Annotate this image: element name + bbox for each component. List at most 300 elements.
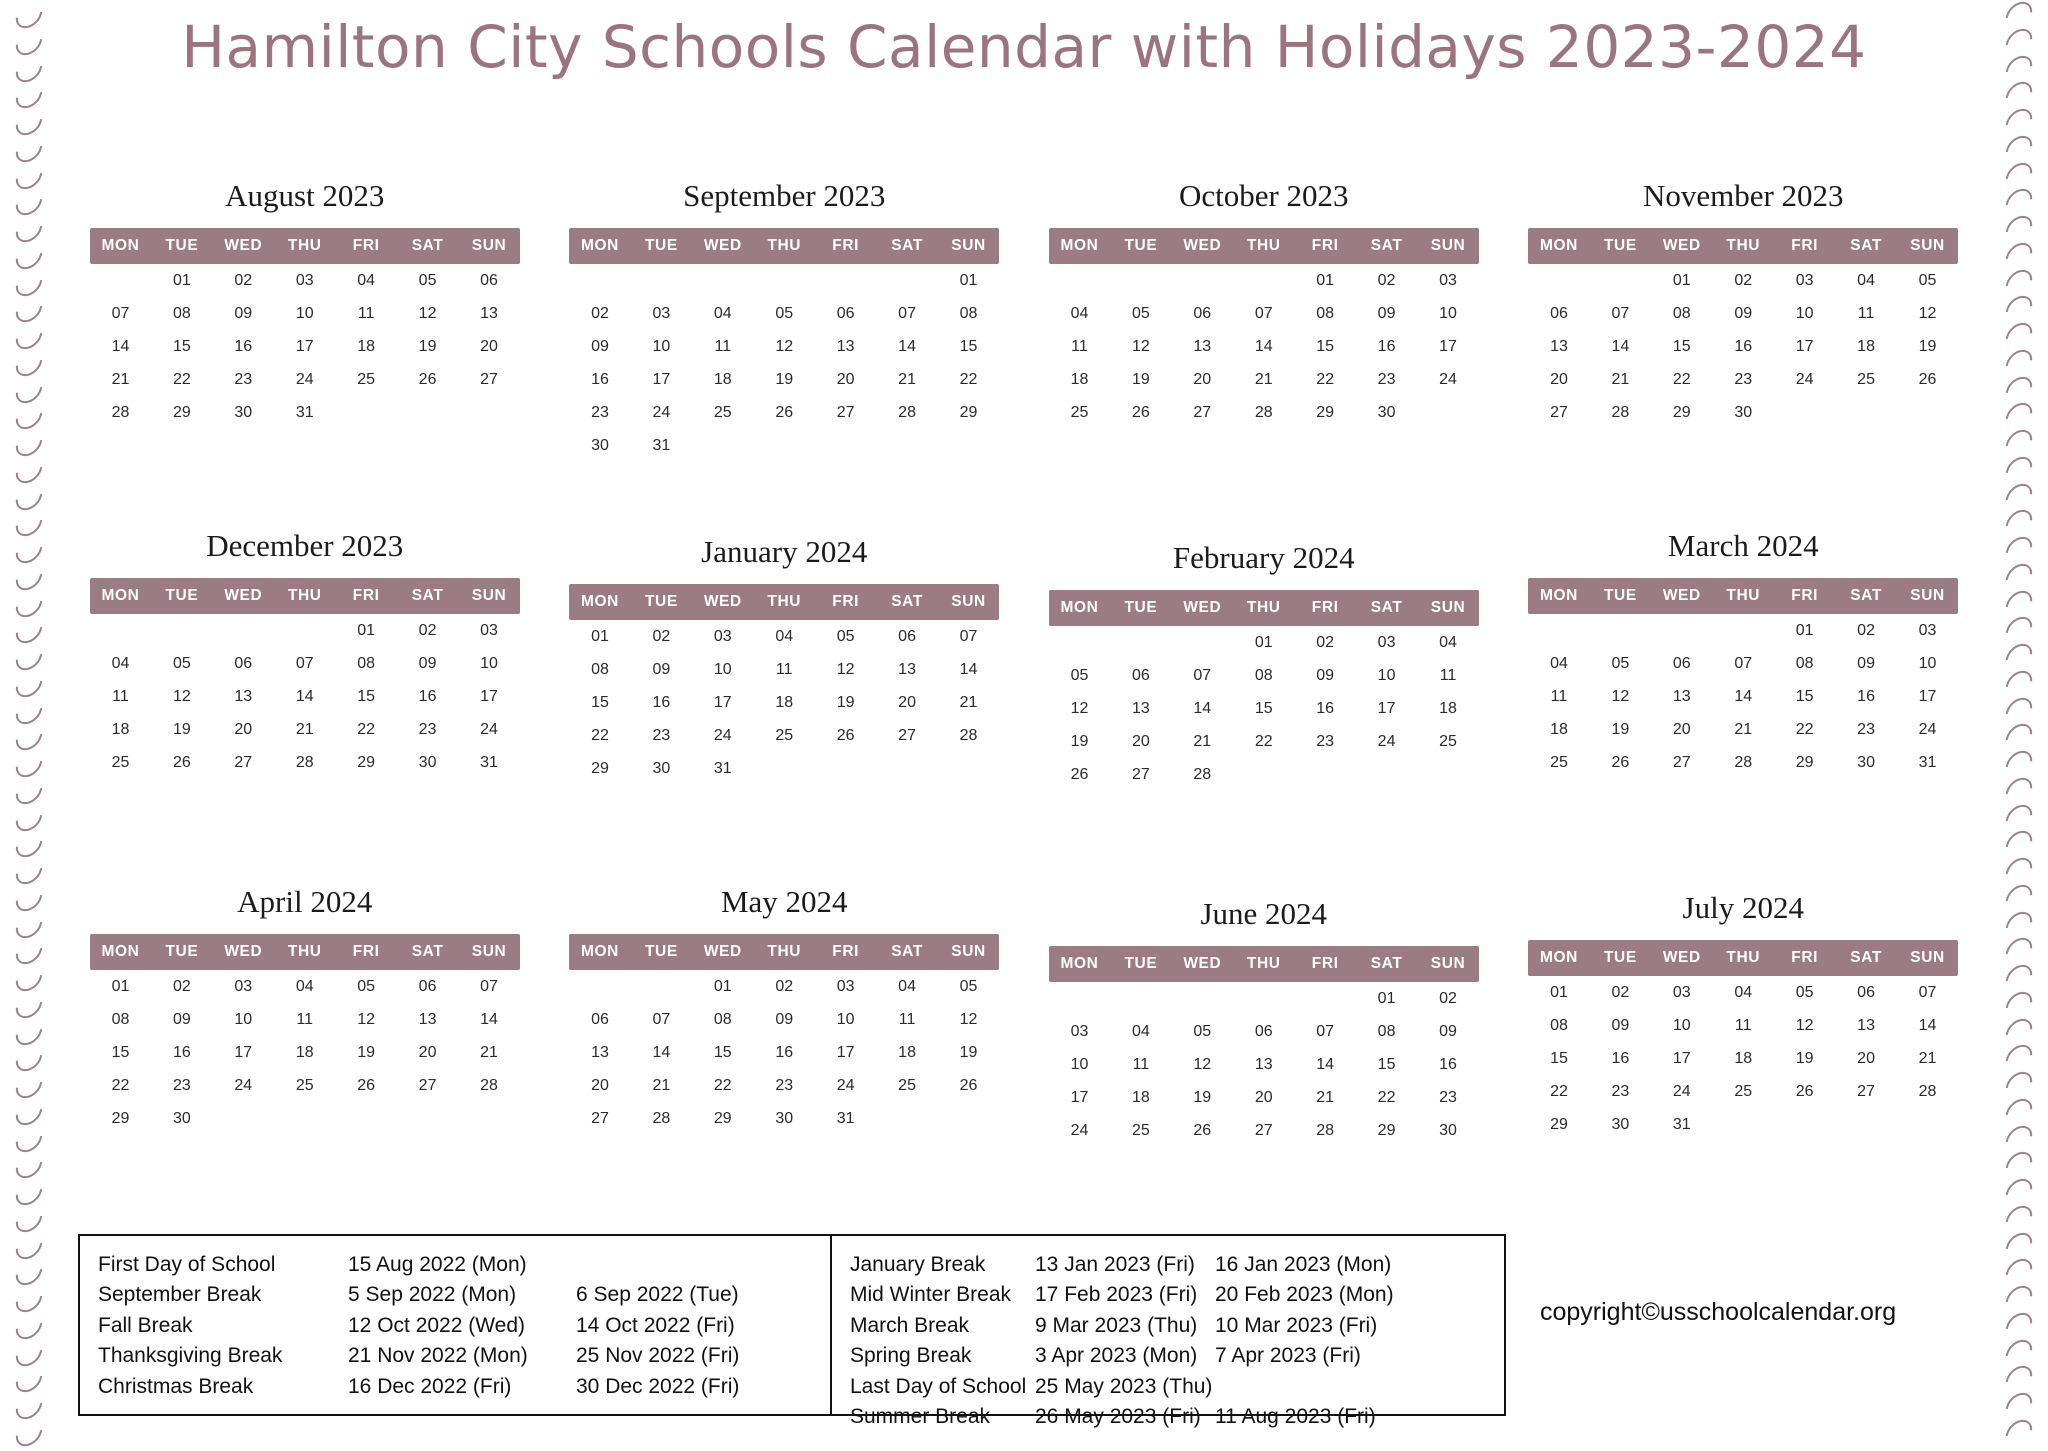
day-cell: 23 [1734, 370, 1753, 388]
day-cell: 02 [775, 977, 794, 995]
week-row [1049, 626, 1479, 659]
day-cell: 08 [357, 654, 376, 672]
weekday-header: THU [274, 578, 335, 614]
empty-cell [1233, 264, 1294, 297]
day-cell: 18 [295, 1043, 314, 1061]
day-cell: 12 [1193, 1055, 1212, 1073]
day-cell: 28 [1734, 753, 1753, 771]
day-cell: 03 [1672, 983, 1691, 1001]
day-cell: 18 [1131, 1088, 1150, 1106]
day-cell: 03 [480, 621, 498, 639]
empty-cell [815, 752, 876, 785]
month-title: April 2024 [237, 884, 373, 919]
empty-cell [213, 1102, 274, 1135]
week-row [90, 713, 520, 746]
weekday-header: TUE [631, 934, 692, 970]
scallop-dot [2001, 451, 2038, 488]
empty-cell [876, 429, 937, 462]
weekday-header: MON [569, 228, 630, 264]
day-cell: 04 [357, 271, 376, 289]
day-cell: 03 [713, 627, 732, 645]
week-row [1528, 363, 1958, 396]
day-cell: 31 [836, 1109, 855, 1127]
day-cell: 07 [652, 1010, 671, 1028]
day-cell: 18 [898, 1043, 916, 1061]
week-row [90, 1102, 520, 1135]
day-cell: 02 [652, 627, 671, 645]
day-cell: 25 [1550, 753, 1568, 771]
day-cell: 10 [234, 1010, 253, 1028]
week-row [1049, 982, 1479, 1015]
legend-start-date: 5 Sep 2022 (Mon) [348, 1283, 517, 1307]
empty-cell [815, 429, 876, 462]
weekday-header: SUN [458, 934, 519, 970]
day-cell: 01 [591, 627, 609, 645]
legend-label: March Break [850, 1313, 970, 1337]
legend-start-date: 25 May 2023 (Thu) [1035, 1374, 1213, 1398]
weekday-header: FRI [335, 934, 396, 970]
day-cell: 09 [775, 1010, 794, 1028]
weekday-header: FRI [1294, 590, 1355, 626]
day-cell: 24 [1918, 720, 1937, 738]
empty-cell [876, 1102, 937, 1135]
day-cell: 05 [1193, 1022, 1212, 1040]
day-cell: 11 [357, 304, 375, 322]
weekday-header: THU [274, 934, 335, 970]
empty-cell [754, 752, 815, 785]
weekday-header-row [1528, 228, 1958, 264]
week-row [1049, 1015, 1479, 1048]
day-cell: 10 [652, 337, 671, 355]
day-cell: 14 [1254, 337, 1273, 355]
day-cell: 22 [172, 370, 191, 388]
empty-cell [1417, 396, 1478, 429]
week-row [1049, 396, 1479, 429]
day-cell: 26 [836, 726, 855, 744]
empty-cell [1897, 1108, 1958, 1141]
scallop-dot [11, 1093, 48, 1130]
weekday-header: WED [1651, 578, 1712, 614]
day-cell: 14 [898, 337, 916, 355]
day-cell: 29 [1377, 1121, 1396, 1139]
day-cell: 11 [1439, 666, 1457, 684]
day-cell: 07 [1734, 654, 1753, 672]
empty-cell [631, 970, 692, 1003]
day-cell: 15 [1377, 1055, 1396, 1073]
day-cell: 05 [1131, 304, 1150, 322]
legend-label: January Break [850, 1253, 986, 1276]
scallop-dot [11, 558, 48, 595]
day-cell: 16 [1857, 687, 1875, 705]
day-cell: 09 [652, 660, 671, 678]
scallop-dot [11, 1307, 48, 1344]
day-cell: 30 [172, 1109, 191, 1127]
day-cell: 16 [1377, 337, 1396, 355]
day-cell: 02 [418, 621, 437, 639]
day-cell: 19 [357, 1043, 376, 1061]
day-cell: 17 [1918, 687, 1937, 705]
day-cell: 10 [713, 660, 732, 678]
week-row [569, 1102, 999, 1135]
day-cell: 26 [1918, 370, 1937, 388]
week-row [1049, 692, 1479, 725]
day-cell: 26 [1131, 403, 1150, 421]
day-cell: 31 [1672, 1115, 1691, 1133]
empty-cell [1049, 982, 1110, 1015]
week-row [90, 363, 520, 396]
day-cell: 16 [652, 693, 671, 711]
day-cell: 13 [898, 660, 916, 678]
week-row [90, 264, 520, 297]
day-cell: 21 [959, 693, 978, 711]
month-table [1049, 228, 1479, 429]
weekday-header: WED [692, 584, 753, 620]
day-cell: 24 [480, 720, 498, 738]
day-cell: 13 [836, 337, 855, 355]
day-cell: 25 [295, 1076, 314, 1094]
day-cell: 15 [1254, 699, 1273, 717]
day-cell: 29 [1795, 753, 1814, 771]
week-row [1528, 297, 1958, 330]
day-cell: 30 [775, 1109, 794, 1127]
day-cell: 28 [1193, 765, 1212, 783]
empty-cell [1835, 396, 1896, 429]
day-cell: 03 [652, 304, 671, 322]
day-cell: 12 [357, 1010, 376, 1028]
weekday-header: WED [1172, 228, 1233, 264]
day-cell: 24 [1377, 732, 1396, 750]
weekday-header: TUE [631, 228, 692, 264]
month-title: August 2023 [225, 178, 385, 213]
day-cell: 30 [418, 753, 437, 771]
day-cell: 10 [1439, 304, 1457, 322]
day-cell: 15 [959, 337, 978, 355]
months-grid [70, 178, 1978, 1228]
week-row [1528, 1108, 1958, 1141]
scallop-dot [11, 451, 48, 488]
scallop-dot [11, 665, 48, 702]
day-cell: 21 [1918, 1049, 1937, 1067]
day-cell: 29 [1316, 403, 1335, 421]
day-cell: 11 [775, 660, 793, 678]
day-cell: 26 [1193, 1121, 1212, 1139]
day-cell: 30 [652, 759, 671, 777]
empty-cell [335, 1102, 396, 1135]
day-cell: 30 [234, 403, 253, 421]
week-row [1528, 614, 1958, 647]
empty-cell [1590, 614, 1651, 647]
day-cell: 23 [591, 403, 609, 421]
day-cell: 12 [1795, 1016, 1814, 1034]
month-table [90, 934, 520, 1135]
empty-cell [876, 752, 937, 785]
day-cell: 18 [1857, 337, 1875, 355]
day-cell: 25 [111, 753, 130, 771]
week-row [90, 1036, 520, 1069]
decorative-right-border [1996, 0, 2042, 1448]
day-cell: 13 [480, 304, 498, 322]
day-cell: 09 [1857, 654, 1875, 672]
week-row [569, 1069, 999, 1102]
day-cell: 28 [1316, 1121, 1335, 1139]
day-cell: 22 [1316, 370, 1335, 388]
legend-label: Spring Break [850, 1344, 972, 1368]
weekday-header: FRI [1774, 578, 1835, 614]
scallop-dot [2001, 1414, 2038, 1451]
day-cell: 12 [418, 304, 437, 322]
day-cell: 06 [1254, 1022, 1273, 1040]
day-cell: 06 [480, 271, 498, 289]
day-cell: 19 [1918, 337, 1937, 355]
day-cell: 27 [1193, 403, 1212, 421]
day-cell: 10 [1377, 666, 1396, 684]
day-cell: 24 [1795, 370, 1814, 388]
legend-end-date: 10 Mar 2023 (Fri) [1215, 1313, 1378, 1337]
day-cell: 27 [418, 1076, 437, 1094]
day-cell: 07 [1918, 983, 1937, 1001]
day-cell: 28 [959, 726, 978, 744]
day-cell: 01 [357, 621, 376, 639]
weekday-header: THU [1713, 228, 1774, 264]
weekday-header: SUN [1897, 940, 1958, 976]
empty-cell [1294, 982, 1355, 1015]
day-cell: 22 [357, 720, 376, 738]
day-cell: 11 [1857, 304, 1875, 322]
day-cell: 10 [1795, 304, 1814, 322]
day-cell: 25 [713, 403, 732, 421]
weekday-header-row [90, 228, 520, 264]
empty-cell [815, 264, 876, 297]
day-cell: 02 [1377, 271, 1396, 289]
day-cell: 27 [1550, 403, 1568, 421]
day-cell: 07 [295, 654, 314, 672]
weekday-header: MON [569, 934, 630, 970]
legend-end-date: 30 Dec 2022 (Fri) [576, 1374, 740, 1398]
empty-cell [1528, 614, 1589, 647]
day-cell: 21 [1316, 1088, 1335, 1106]
day-cell: 05 [418, 271, 437, 289]
week-row [1528, 976, 1958, 1009]
day-cell: 05 [1070, 666, 1089, 684]
day-cell: 30 [1611, 1115, 1630, 1133]
day-cell: 25 [1857, 370, 1875, 388]
day-cell: 18 [111, 720, 130, 738]
month-title: July 2024 [1682, 890, 1804, 925]
day-cell: 08 [959, 304, 978, 322]
legend-start-date: 9 Mar 2023 (Thu) [1035, 1313, 1198, 1337]
empty-cell [754, 264, 815, 297]
day-cell: 30 [591, 436, 609, 454]
day-cell: 27 [1254, 1121, 1273, 1139]
day-cell: 05 [172, 654, 191, 672]
decorative-left-border [6, 0, 52, 1448]
day-cell: 16 [1316, 699, 1335, 717]
day-cell: 27 [898, 726, 916, 744]
weekday-header: FRI [335, 578, 396, 614]
day-cell: 22 [1377, 1088, 1396, 1106]
legend-start-date: 12 Oct 2022 (Wed) [348, 1313, 526, 1337]
day-cell: 05 [775, 304, 794, 322]
day-cell: 31 [652, 436, 671, 454]
weekday-header: TUE [1590, 578, 1651, 614]
legend-end-date: 25 Nov 2022 (Fri) [576, 1344, 740, 1368]
day-cell: 23 [1316, 732, 1335, 750]
day-cell: 01 [1254, 633, 1273, 651]
empty-cell [1049, 264, 1110, 297]
day-cell: 09 [1316, 666, 1335, 684]
day-cell: 24 [713, 726, 732, 744]
weekday-header: TUE [1590, 940, 1651, 976]
day-cell: 24 [1070, 1121, 1089, 1139]
day-cell: 01 [1550, 983, 1568, 1001]
day-cell: 30 [1734, 403, 1753, 421]
month-table [569, 584, 999, 785]
day-cell: 18 [1070, 370, 1089, 388]
weekday-header: MON [1049, 228, 1110, 264]
week-row [569, 686, 999, 719]
day-cell: 09 [1377, 304, 1396, 322]
day-cell: 01 [1377, 989, 1396, 1007]
day-cell: 13 [234, 687, 253, 705]
day-cell: 06 [591, 1010, 609, 1028]
day-cell: 14 [1611, 337, 1630, 355]
legend-end-date: 6 Sep 2022 (Tue) [576, 1283, 739, 1307]
week-row [1049, 363, 1479, 396]
day-cell: 17 [1672, 1049, 1691, 1067]
empty-cell [1049, 626, 1110, 659]
weekday-header: MON [90, 578, 151, 614]
day-cell: 29 [713, 1109, 732, 1127]
scallop-dot [2001, 23, 2038, 60]
week-row [90, 746, 520, 779]
day-cell: 14 [111, 337, 130, 355]
day-cell: 12 [172, 687, 191, 705]
legend-row [98, 1250, 818, 1280]
empty-cell [1294, 758, 1355, 791]
weekday-header: SAT [397, 934, 458, 970]
scallop-dot [2001, 772, 2038, 809]
scallop-dot [11, 986, 48, 1023]
day-cell: 04 [1439, 633, 1457, 651]
legend-row [98, 1341, 818, 1371]
weekday-header-row [1528, 578, 1958, 614]
day-cell: 23 [1857, 720, 1875, 738]
week-row [569, 264, 999, 297]
day-cell: 11 [1071, 337, 1088, 355]
week-row [1528, 330, 1958, 363]
month-block [1509, 178, 1979, 528]
day-cell: 15 [1672, 337, 1691, 355]
week-row [90, 1069, 520, 1102]
day-cell: 09 [172, 1010, 191, 1028]
weekday-header: SAT [1835, 578, 1896, 614]
week-row [90, 970, 520, 1003]
weekday-header: THU [274, 228, 335, 264]
day-cell: 26 [775, 403, 794, 421]
scallop-dot [2001, 665, 2038, 702]
day-cell: 24 [1672, 1082, 1691, 1100]
day-cell: 06 [234, 654, 253, 672]
day-cell: 17 [713, 693, 732, 711]
day-cell: 18 [357, 337, 376, 355]
day-cell: 13 [591, 1043, 609, 1061]
day-cell: 15 [1550, 1049, 1568, 1067]
month-block [1029, 878, 1499, 1228]
day-cell: 20 [1254, 1088, 1273, 1106]
day-cell: 28 [1254, 403, 1273, 421]
week-row [90, 1003, 520, 1036]
empty-cell [274, 1102, 335, 1135]
weekday-header: SAT [876, 934, 937, 970]
weekday-header: THU [754, 584, 815, 620]
day-cell: 17 [295, 337, 314, 355]
day-cell: 28 [1611, 403, 1630, 421]
empty-cell [90, 264, 151, 297]
day-cell: 14 [1316, 1055, 1335, 1073]
day-cell: 05 [357, 977, 376, 995]
weekday-header: THU [1713, 578, 1774, 614]
day-cell: 07 [1611, 304, 1630, 322]
weekday-header-row [90, 578, 520, 614]
day-cell: 02 [1316, 633, 1335, 651]
weekday-header: SAT [397, 578, 458, 614]
day-cell: 14 [295, 687, 314, 705]
weekday-header: SAT [1835, 940, 1896, 976]
day-cell: 14 [652, 1043, 671, 1061]
day-cell: 15 [111, 1043, 130, 1061]
weekday-header: FRI [815, 228, 876, 264]
day-cell: 17 [1439, 337, 1457, 355]
empty-cell [90, 614, 151, 647]
day-cell: 09 [418, 654, 437, 672]
day-cell: 21 [898, 370, 916, 388]
day-cell: 05 [1611, 654, 1630, 672]
weekday-header: SUN [1417, 590, 1478, 626]
empty-cell [1110, 982, 1171, 1015]
day-cell: 17 [480, 687, 498, 705]
day-cell: 11 [112, 687, 129, 705]
day-cell: 23 [418, 720, 437, 738]
day-cell: 23 [234, 370, 253, 388]
day-cell: 19 [1070, 732, 1089, 750]
day-cell: 28 [111, 403, 130, 421]
day-cell: 10 [480, 654, 498, 672]
day-cell: 18 [1734, 1049, 1753, 1067]
weekday-header: WED [1651, 940, 1712, 976]
empty-cell [1590, 264, 1651, 297]
day-cell: 19 [1795, 1049, 1814, 1067]
week-row [1049, 1114, 1479, 1147]
week-row [1528, 1042, 1958, 1075]
day-cell: 22 [111, 1076, 130, 1094]
day-cell: 16 [591, 370, 609, 388]
day-cell: 10 [1918, 654, 1937, 672]
day-cell: 06 [1193, 304, 1212, 322]
day-cell: 14 [480, 1010, 498, 1028]
day-cell: 16 [1611, 1049, 1630, 1067]
month-title: January 2024 [701, 534, 868, 569]
day-cell: 25 [1070, 403, 1089, 421]
empty-cell [1528, 264, 1589, 297]
day-cell: 01 [172, 271, 191, 289]
day-cell: 20 [836, 370, 855, 388]
day-cell: 21 [480, 1043, 498, 1061]
weekday-header: TUE [151, 934, 212, 970]
week-row [1049, 297, 1479, 330]
day-cell: 05 [1795, 983, 1814, 1001]
weekday-header: TUE [151, 578, 212, 614]
day-cell: 18 [1439, 699, 1457, 717]
